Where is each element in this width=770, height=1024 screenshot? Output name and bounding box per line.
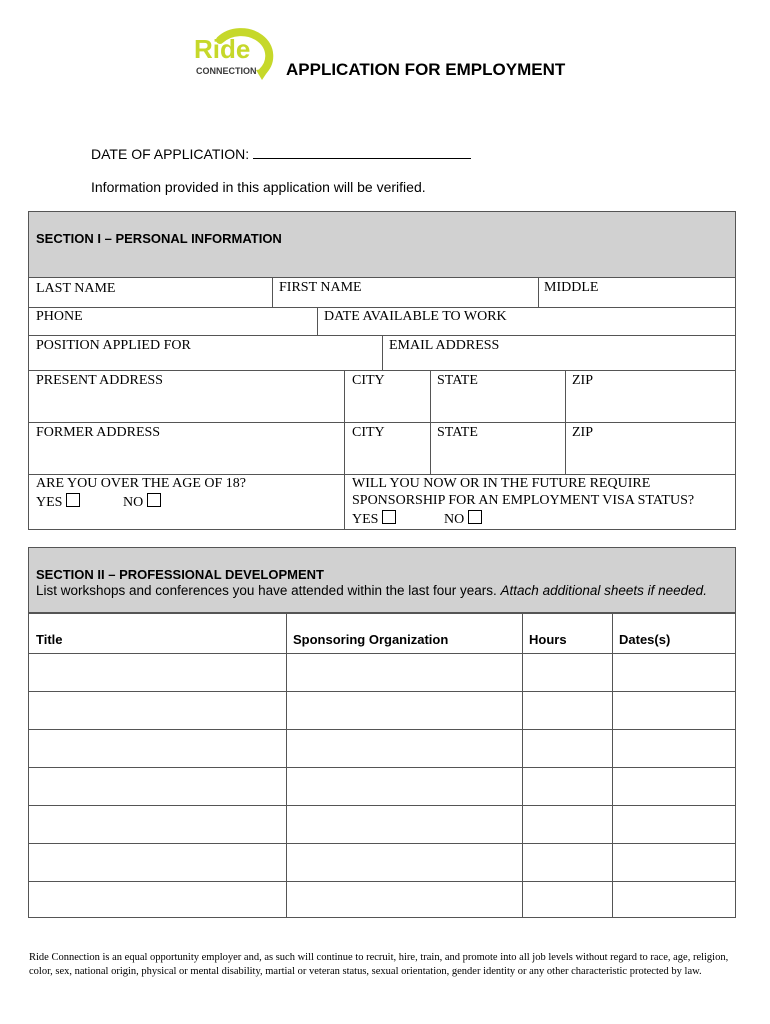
visa-no-option[interactable] [444, 510, 482, 528]
first-name-field[interactable]: FIRST NAME [279, 280, 362, 295]
age-yes-option[interactable] [36, 493, 80, 511]
date-of-application-label: DATE OF APPLICATION: [91, 146, 250, 162]
table-row[interactable] [29, 730, 735, 767]
section1-title: SECTION I – PERSONAL INFORMATION [36, 231, 282, 246]
section2-title: SECTION II – PROFESSIONAL DEVELOPMENT [36, 567, 324, 582]
table-row[interactable] [29, 768, 735, 805]
verification-note: Information provided in this application will be verified. [91, 179, 426, 195]
column-header-hours: Hours [529, 632, 567, 647]
page-title: APPLICATION FOR EMPLOYMENT [286, 60, 566, 79]
phone-field[interactable]: PHONE [36, 309, 83, 324]
present-address-field[interactable]: PRESENT ADDRESS [36, 373, 163, 388]
logo-subtext: CONNECTION [196, 66, 257, 76]
former-state-field[interactable]: STATE [437, 425, 478, 440]
ride-connection-logo [190, 22, 280, 82]
visa-no-checkbox[interactable] [468, 510, 482, 524]
table-row[interactable] [29, 844, 735, 881]
age-no-checkbox[interactable] [147, 493, 161, 507]
visa-yes-checkbox[interactable] [382, 510, 396, 524]
date-of-application [91, 146, 471, 162]
section2-header [28, 547, 736, 613]
last-name-field[interactable]: LAST NAME [36, 281, 116, 296]
section2-instructions [36, 583, 707, 598]
table-row[interactable] [29, 806, 735, 843]
column-header-sponsoring-organization: Sponsoring Organization [293, 632, 449, 647]
column-header-dates: Dates(s) [619, 632, 671, 647]
table-row[interactable] [29, 882, 735, 917]
visa-question-line1: WILL YOU NOW OR IN THE FUTURE REQUIRE [352, 476, 651, 491]
column-header-title: Title [36, 632, 63, 647]
visa-question-line2: SPONSORSHIP FOR AN EMPLOYMENT VISA STATUS? [352, 493, 695, 508]
equal-opportunity-statement: Ride Connection is an equal opportunity employer and, as such will continue to recruit, hire, train, and promote into all job levels without regard to race, age, religion, color, sex, national origin, physical or mental disability, martial or veteran status, sexual orientation, gender identity or any other characteristic protected by law. [29, 952, 729, 977]
former-address-field[interactable]: FORMER ADDRESS [36, 425, 161, 440]
former-city-field[interactable]: CITY [352, 425, 385, 440]
logo-text: Ride [194, 34, 251, 64]
table-row[interactable] [29, 654, 735, 691]
visa-yes-label: YES [352, 512, 379, 527]
date-of-application-field[interactable] [253, 146, 471, 159]
former-zip-field[interactable]: ZIP [572, 425, 593, 440]
section1-header [28, 211, 736, 278]
middle-name-field[interactable]: MIDDLE [544, 280, 599, 295]
present-zip-field[interactable]: ZIP [572, 373, 593, 388]
personal-info-grid [28, 277, 736, 530]
table-row[interactable] [29, 692, 735, 729]
age-yes-label: YES [36, 495, 63, 510]
section2-instructions-text: List workshops and conferences you have attended within the last four years. [36, 583, 497, 598]
present-state-field[interactable]: STATE [437, 373, 478, 388]
age-no-label: NO [123, 495, 144, 510]
date-available-field[interactable]: DATE AVAILABLE TO WORK [324, 309, 507, 324]
section2-instructions-italic: Attach additional sheets if needed. [500, 583, 707, 598]
age-question: ARE YOU OVER THE AGE OF 18? [36, 476, 246, 491]
age-yes-checkbox[interactable] [66, 493, 80, 507]
position-applied-field[interactable]: POSITION APPLIED FOR [36, 338, 191, 353]
professional-development-table [28, 613, 736, 918]
visa-yes-option[interactable] [352, 510, 396, 528]
email-field[interactable]: EMAIL ADDRESS [389, 338, 500, 353]
visa-no-label: NO [444, 512, 465, 527]
age-no-option[interactable] [123, 493, 161, 511]
present-city-field[interactable]: CITY [352, 373, 385, 388]
